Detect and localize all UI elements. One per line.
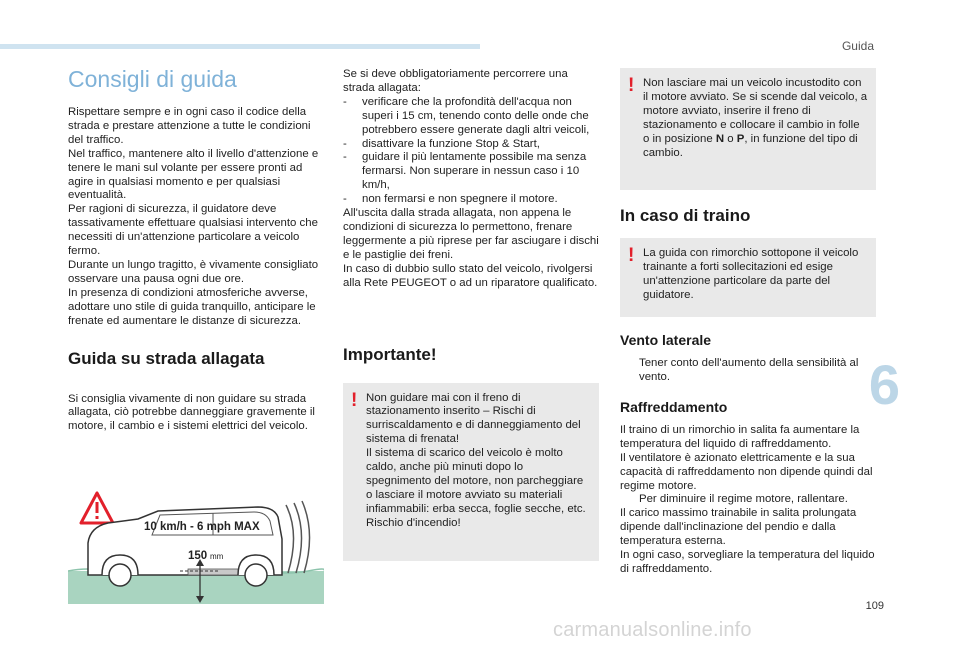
flooded-road-illustration — [68, 483, 324, 604]
warning-text-part: Non lasciare mai un veicolo incustodito con il motore avviato. Se si scende dal veicolo, a motore avviato, inserire il freno di stazionamento e collocare il cambio in folle o in posizione — [643, 77, 868, 145]
important-warning-box — [343, 383, 599, 561]
intro-line: In presenza di condizioni atmosferiche avverse, adottare uno stile di guida tranquillo, anticipare le frenate ed aumentare le distanze di sicurezza. — [68, 286, 316, 327]
intro-line: Durante un lungo tragitto, è vivamente consigliato osservare una pausa ogni due ore. — [68, 258, 319, 285]
unattended-warning-box — [620, 68, 876, 190]
exclamation-icon: ! — [628, 75, 635, 96]
list-item: - guidare il più lentamente possibile ma senza fermarsi. Non superare in nessun caso i 10 km/h, — [343, 151, 599, 193]
cooling-bullet — [620, 493, 876, 507]
page-number: 109 — [865, 600, 884, 612]
warning-text: Non guidare mai con il freno di stazionamento inserito – Rischi di surriscaldamento e di danneggiamento del sistema di frenata! — [366, 391, 581, 446]
page-title: Consigli di guida — [68, 66, 237, 92]
cooling-text: Il traino di un rimorchio in salita fa aumentare la temperatura del liquido di raffreddamento. — [620, 423, 860, 450]
intro-line: Per ragioni di sicurezza, il guidatore deve tassativamente effettuare qualsiasi intervento che necessiti di un'attenzione particolare a veicolo fermo. — [68, 203, 318, 258]
towing-heading: In caso di traino — [620, 206, 751, 226]
water-area — [68, 571, 324, 604]
cooling-text: Il carico massimo trainabile in salita prolungata dipende dall'inclinazione del pendio e dalla temperatura esterna. — [620, 507, 857, 548]
flood-heading: Guida su strada allagata — [68, 348, 265, 368]
important-heading: Importante! — [343, 344, 437, 364]
towing-warning-box — [620, 238, 876, 317]
cooling-text: In ogni caso, sorvegliare la temperatura del liquido di raffreddamento. — [620, 549, 875, 575]
watermark: carmanualsonline.info — [553, 619, 752, 641]
chapter-label: Guida — [841, 39, 874, 53]
bullet-text: Tener conto dell'aumento della sensibilità al vento. — [639, 357, 859, 383]
flood-text: Si consiglia vivamente di non guidare su strada allagata, ciò potrebbe danneggiare gravemente il motore, il cambio e i sistemi elettrici del veicolo. — [68, 392, 315, 433]
flood-intro: Se si deve obbligatoriamente percorrere una strada allagata: — [343, 68, 568, 94]
wind-bullet — [620, 357, 876, 385]
warning-triangle-icon — [81, 493, 113, 523]
chapter-number: 6 — [868, 353, 900, 416]
bullet-text: Per diminuire il regime motore, rallentare. — [639, 493, 848, 506]
list-item: - verificare che la profondità dell'acqua non superi i 15 cm, tenendo conto delle onde che potrebbero essere generate dagli altri veicoli, — [343, 96, 599, 138]
column-1 — [68, 66, 324, 434]
column-2 — [343, 68, 599, 561]
depth-value: 150 — [188, 550, 208, 562]
car-silhouette — [88, 507, 282, 586]
list-item: - non fermarsi e non spegnere il motore. — [343, 193, 599, 207]
intro-line: Nel traffico, mantenere alto il livello d'attenzione e tenere le mani sul volante per essere pronti ad agire in qualsiasi momento e per qualsiasi eventualità. — [68, 147, 319, 202]
warning-text-part: o — [724, 132, 737, 145]
intro-line: Rispettare sempre e in ogni caso il codice della strada e prestare attenzione a tutte le condizioni del traffico. — [68, 106, 311, 146]
header-accent-bar — [0, 44, 480, 49]
after-flood-text: All'uscita dalla strada allagata, non appena le condizioni di sicurezza lo permettono, frenare leggermente a più riprese per far asciugare i dischi e le pastiglie dei freni. — [343, 207, 599, 261]
warning-text: Il sistema di scarico del veicolo è molto caldo, anche più minuti dopo lo spegnimento del motore, non parcheggiare o lasciare il motore avviato su materiali infiammabili: erba secca, foglie secche, etc. Rischio d'incendio! — [366, 447, 586, 529]
exclamation-icon: ! — [351, 389, 358, 411]
warning-text: La guida con rimorchio sottopone il veicolo trainante a forti sollecitazioni ed esige un'attenzione particolare da parte del guidatore. — [643, 247, 859, 302]
flood-steps-list — [343, 96, 599, 207]
speed-limit-label: 10 km/h - 6 mph MAX — [144, 521, 260, 533]
warning-text-part: , in funzione del tipo di cambio. — [643, 132, 858, 159]
column-3 — [620, 68, 876, 577]
exclamation-icon: ! — [628, 245, 635, 267]
gear-p: P — [736, 132, 745, 145]
wind-heading: Vento laterale — [620, 332, 712, 349]
list-item: - disattivare la funzione Stop & Start, — [343, 138, 599, 152]
cooling-text: Il ventilatore è azionato elettricamente e la sua capacità di raffreddamento non dipende quindi dal regime motore. — [620, 451, 873, 492]
gear-n: N — [715, 132, 725, 145]
warning-text — [643, 77, 868, 160]
depth-unit: mm — [210, 552, 224, 561]
cooling-heading: Raffreddamento — [620, 398, 728, 415]
after-flood-text: In caso di dubbio sullo stato del veicolo, rivolgersi alla Rete PEUGEOT o ad un riparatore qualificato. — [343, 262, 598, 289]
